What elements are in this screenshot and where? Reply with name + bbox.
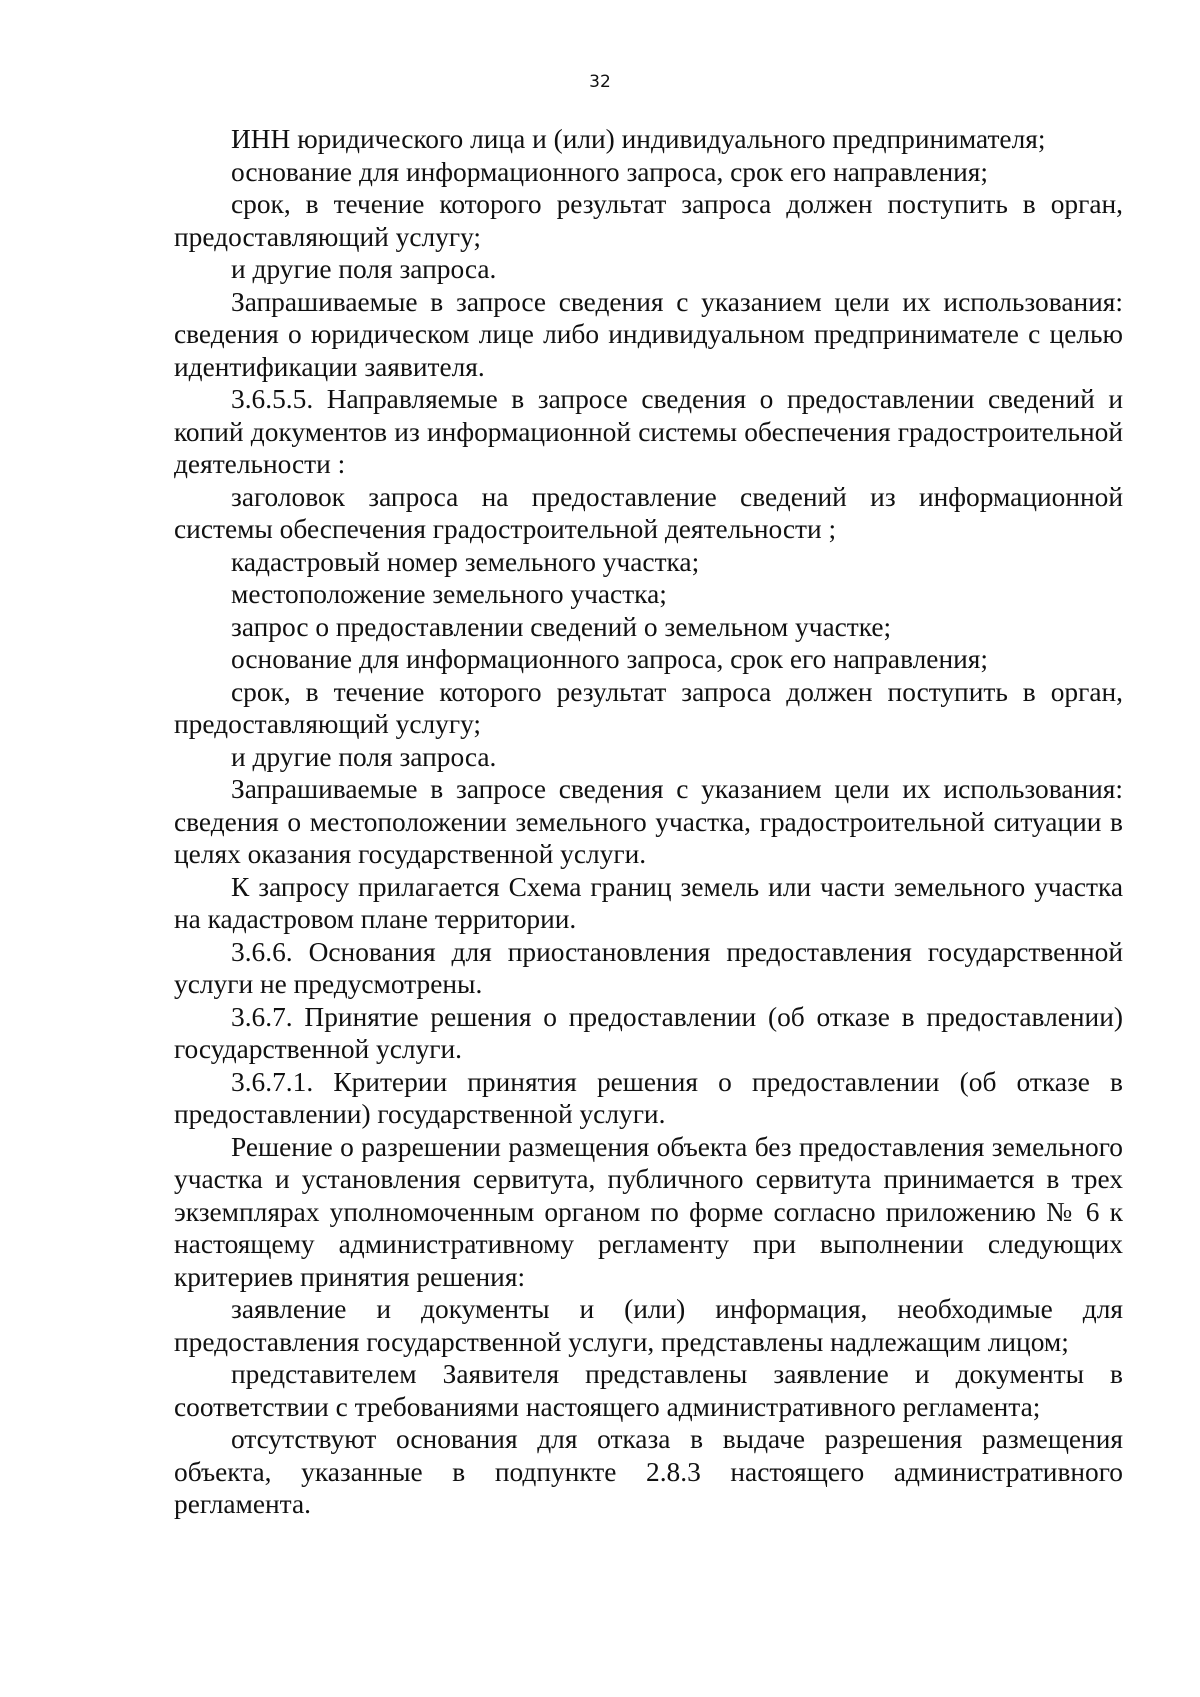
paragraph: срок, в течение которого результат запроса должен поступить в орган, предоставляющий услугу; bbox=[174, 676, 1123, 739]
paragraph: запрос о предоставлении сведений о земельном участке; bbox=[231, 611, 892, 642]
paragraph: 3.6.7.1. Критерии принятия решения о предоставлении (об отказе в предоставлении) государственной услуги. bbox=[174, 1066, 1123, 1129]
paragraph: представителем Заявителя представлены заявление и документы в соответствии с требованиями настоящего административного регламента; bbox=[174, 1359, 1123, 1422]
paragraph: К запросу прилагается Схема границ земель или части земельного участка на кадастровом плане территории. bbox=[174, 871, 1123, 934]
paragraph: 3.6.7. Принятие решения о предоставлении (об отказе в предоставлении) государственной услуги. bbox=[174, 1001, 1123, 1064]
paragraph: основание для информационного запроса, срок его направления; bbox=[231, 156, 988, 187]
document-body bbox=[174, 123, 1123, 1521]
paragraph: срок, в течение которого результат запроса должен поступить в орган, предоставляющий услугу; bbox=[174, 189, 1123, 252]
paragraph: 3.6.5.5. Направляемые в запросе сведения о предоставлении сведений и копий документов из информационной системы обеспечения градостроительной деятельности : bbox=[174, 384, 1123, 479]
paragraph: отсутствуют основания для отказа в выдаче разрешения размещения объекта, указанные в подпункте 2.8.3 настоящего административного регламента. bbox=[174, 1424, 1123, 1519]
paragraph: Решение о разрешении размещения объекта без предоставления земельного участка и установления сервитута, публичного сервитута принимается в трех экземплярах уполномоченным органом по форме согласно приложению № 6 к настоящему административному регламенту при выполнении следующих критериев принятия решения: bbox=[174, 1131, 1123, 1292]
paragraph: Запрашиваемые в запросе сведения с указанием цели их использования: сведения о местоположении земельного участка, градостроительной ситуации в целях оказания государственной услуги. bbox=[174, 774, 1123, 869]
paragraph: местоположение земельного участка; bbox=[231, 579, 667, 609]
page-number: 32 bbox=[589, 72, 611, 92]
paragraph: заголовок запроса на предоставление сведений из информационной системы обеспечения градостроительной деятельности ; bbox=[174, 481, 1123, 544]
paragraph: кадастровый номер земельного участка; bbox=[231, 546, 700, 577]
paragraph: ИНН юридического лица и (или) индивидуального предпринимателя; bbox=[231, 124, 1046, 154]
paragraph: основание для информационного запроса, срок его направления; bbox=[231, 644, 988, 674]
paragraph: 3.6.6. Основания для приостановления предоставления государственной услуги не предусмотрены. bbox=[174, 936, 1123, 999]
paragraph: заявление и документы и (или) информация, необходимые для предоставления государственной услуги, представлены надлежащим лицом; bbox=[174, 1294, 1123, 1357]
paragraph: и другие поля запроса. bbox=[231, 741, 497, 772]
paragraph: Запрашиваемые в запросе сведения с указанием цели их использования: сведения о юридическом лице либо индивидуальном предпринимателе с целью идентификации заявителя. bbox=[174, 286, 1123, 382]
paragraph: и другие поля запроса. bbox=[231, 254, 497, 284]
